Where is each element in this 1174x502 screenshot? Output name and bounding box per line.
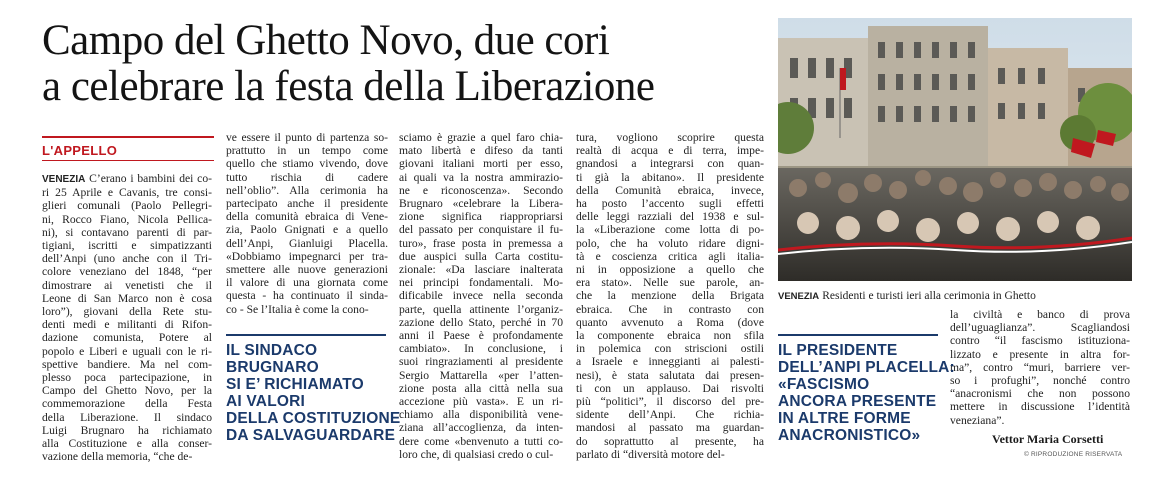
text-line: ne e riconoscenza». Secondo	[399, 183, 563, 197]
text-line: polo, che ha voluto ridare digni-	[576, 236, 764, 250]
text-line: dell’uguaglianza”. Scagliandosi	[950, 321, 1130, 335]
text-line: smettere alle nuove generazioni	[226, 263, 388, 277]
callout-rule	[226, 334, 386, 336]
text-line: parte, quella attinente l’organiz-	[399, 302, 563, 316]
author-byline: Vettor Maria Corsetti	[992, 432, 1104, 446]
text-line: nesi), è stata salutata dai presen-	[576, 368, 764, 382]
text-line: co - Se l’Italia è come la cono-	[226, 302, 369, 316]
text-line: tigiani, iscritti e simpatizzanti	[42, 239, 212, 253]
text-line: tutto rischia di cadere	[226, 170, 388, 184]
text-line: della Liberazione. Il sindaco	[42, 410, 212, 424]
text-line: so i profughi”, nonché contro	[950, 374, 1130, 388]
dateline: VENEZIA	[42, 174, 86, 185]
text-line: in polemica con striscioni ostili	[576, 342, 764, 356]
text-line: ti con un applauso. Dai risvolti	[576, 381, 764, 395]
text-line: colore veneziano del 1848, “per	[42, 265, 212, 279]
copyright-notice: © RIPRODUZIONE RISERVATA	[1024, 451, 1123, 458]
text-line: ti già la abitano». Il presidente	[576, 170, 764, 184]
text-line: ni in opposizione a quello che	[576, 263, 764, 277]
text-line: ni, Rocco Fiano, Nicola Pellica-	[42, 212, 212, 226]
text-line: spettive bandiere. Ma nel com-	[42, 357, 212, 371]
text-line: ebraica. Che in contrasto con	[576, 302, 764, 316]
text-line: il valore di una giornata come	[226, 276, 388, 290]
text-line: “anacronismi che non possono	[950, 387, 1130, 401]
text-line-rest: C’erano i bambini dei co-	[89, 172, 212, 185]
article-column-4	[576, 131, 764, 461]
text-line: mandosi al passato ma guardan-	[576, 421, 764, 435]
text-line: giovani italiani morti per esso,	[399, 157, 563, 171]
text-line: nei principi fondamentali. Mo-	[399, 276, 563, 290]
text-line: do soprattutto al presente, ha	[576, 434, 764, 448]
text-line: nell’oblio”. Alla cerimonia ha	[226, 183, 388, 197]
text-line: ve essere il punto di partenza so-	[226, 131, 388, 144]
text-line: denti medi e militanti di Rifon-	[42, 318, 212, 332]
text-line: realtà di acqua e di terra, impe-	[576, 144, 764, 158]
text-line: Luigi Brugnaro ha richiamato	[42, 423, 212, 437]
text-line: «Dobbiamo impegnarci per tra-	[226, 249, 388, 263]
text-line: dell’Anpi, Gianluigi Placella.	[226, 236, 388, 250]
text-line: cambiato». In conclusione, i	[399, 342, 563, 356]
headline-line: Campo del Ghetto Novo, due cori	[42, 17, 610, 64]
callout-line: IL PRESIDENTE	[778, 342, 898, 359]
caption-place: VENEZIA	[778, 291, 820, 302]
article-column-1	[42, 172, 212, 463]
kicker-top-rule	[42, 136, 214, 138]
text-line: zione posta alla città nella sua	[399, 381, 563, 395]
text-line: la civiltà e banco di prova	[950, 308, 1130, 321]
text-line: tura, vogliono scoprire questa	[576, 131, 764, 144]
text-line: dimostrare ai venetisti che il	[42, 278, 212, 292]
text-line: ma”, contro “muri, barriere ver-	[950, 360, 1130, 374]
text-line: loro che, di qualsiasi credo o cul-	[399, 447, 554, 461]
text-line: contro “il fascismo istituziona-	[950, 334, 1130, 348]
text-line: che la menzione della Brigata	[576, 289, 764, 303]
text-line: commemorazione della Festa	[42, 397, 212, 411]
article-column-2	[226, 131, 388, 316]
text-line: anni il Paese è profondamente	[399, 329, 563, 343]
text-line: partecipato anche il presidente	[226, 197, 388, 211]
text-line: ziana all’accoglienza, da inten-	[399, 421, 563, 435]
text-line: suoi ringraziamenti al presidente	[399, 355, 563, 369]
callout-line: ANACRONISTICO»	[778, 427, 921, 444]
text-line: due auspici sulla Carta costitu-	[399, 249, 563, 263]
text-line: questa - ha continuato il sinda-	[226, 289, 388, 303]
text-line: ni), si contavano parenti di par-	[42, 225, 212, 239]
text-line: turo», frase posta in premessa a	[399, 236, 563, 250]
text-line: zione significa riappropriarsi	[399, 210, 563, 224]
text-line: popolo e Liberi e uguali con le ri-	[42, 344, 212, 358]
callout-line: BRUGNARO	[226, 359, 319, 376]
pull-quote-mayor	[226, 342, 400, 444]
text-line: del passato per conquistare il fu-	[399, 223, 563, 237]
text-line: mettere in discussione l’identità	[950, 400, 1130, 414]
caption-text: Residenti e turisti ieri alla cerimonia in Ghetto	[822, 290, 1036, 302]
text-line: prattutto in un tempo come	[226, 144, 388, 158]
text-line: dazione comunista, Potere al	[42, 331, 212, 345]
callout-line: DA SALVAGUARDARE	[226, 427, 396, 444]
text-line: ri 25 Aprile e Cavanis, tre consi-	[42, 186, 212, 200]
text-line: dell’Anpi (uno anche con il Tri-	[42, 252, 212, 266]
article-photo	[778, 18, 1132, 281]
article-column-3	[399, 131, 563, 461]
text-line: della comunità ebraica di Vene-	[226, 210, 388, 224]
text-line: sidente dell’Anpi. Che richia-	[576, 408, 764, 422]
text-line: a Israele e inneggianti ai palesti-	[576, 355, 764, 369]
article-column-5	[950, 308, 1130, 427]
text-line: dere come «benvenuto a tutti co-	[399, 434, 563, 448]
callout-rule	[778, 334, 938, 336]
text-line: quello che stiamo vivendo, dove	[226, 157, 388, 171]
callout-line: AI VALORI	[226, 393, 306, 410]
text-line: della Comunità ebraica, invece,	[576, 183, 764, 197]
text-line: Brugnaro «celebrare la Libera-	[399, 197, 563, 211]
photo-caption	[778, 290, 1138, 302]
text-line: sciamo è grazie a quel faro chia-	[399, 131, 563, 144]
text-line: dificabile invece nella seconda	[399, 289, 563, 303]
text-line: zionale: «Da lasciare inalterata	[399, 263, 563, 277]
text-line: Campo del Ghetto Novo, per la	[42, 384, 212, 398]
callout-line: SI E’ RICHIAMATO	[226, 376, 364, 393]
text-line: delle leggi razziali del 1938 e sul-	[576, 210, 764, 224]
callout-line: «FASCISMO	[778, 376, 870, 393]
text-line: la «Liberazione come lotta di po-	[576, 223, 764, 237]
text-line: ha posto l’accento sugli effetti	[576, 197, 764, 211]
text-line: Leone di San Marco non è cosa	[42, 291, 212, 305]
text-line: più “politici”, il discorso del pre-	[576, 395, 764, 409]
callout-line: DELL’ANPI PLACELLA:	[778, 359, 955, 376]
text-line: zia, Paolo Gnignati e a quello	[226, 223, 388, 237]
callout-line: IN ALTRE FORME	[778, 410, 911, 427]
text-line: veneziana”.	[950, 413, 1005, 427]
headline-line: a celebrare la festa della Liberazione	[42, 63, 655, 110]
kicker-bottom-rule	[42, 160, 214, 161]
text-line: Sergio Mattarella «per l’atten-	[399, 368, 563, 382]
text-line: quanto avvenuto a Roma (dove	[576, 315, 764, 329]
text-line: ai quali va la nostra ammirazio-	[399, 170, 563, 184]
text-line: glieri comunali (Paolo Pellegri-	[42, 199, 212, 213]
callout-line: DELLA COSTITUZIONE	[226, 410, 401, 427]
text-line: mato libertà e difeso da tanti	[399, 144, 563, 158]
article-headline	[42, 18, 762, 110]
text-line: tà e coscienza critica agli italia-	[576, 249, 764, 263]
text-line: plesso poca partecipazione, in	[42, 371, 212, 385]
text-line: accezione più vasta». E un ri-	[399, 395, 563, 409]
text-line: vazione della memoria, “che de-	[42, 450, 193, 464]
text-line: alla Costituzione e alla conser-	[42, 437, 212, 451]
callout-line: ANCORA PRESENTE	[778, 393, 937, 410]
text-line: chiamo alla disponibilità vene-	[399, 408, 563, 422]
text-line: loro”), giovani della Rete stu-	[42, 305, 212, 319]
callout-line: IL SINDACO	[226, 342, 318, 359]
text-line	[42, 172, 212, 186]
text-line: la componente ebraica non sfila	[576, 329, 764, 343]
text-line: zazione dello Stato, perché in 70	[399, 315, 563, 329]
text-line: parlato di “diversità motore del-	[576, 447, 725, 461]
text-line: era stato». Nelle sue parole, an-	[576, 276, 764, 290]
pull-quote-anpi	[778, 342, 955, 444]
text-line: gnandosi a integrarsi con quan-	[576, 157, 764, 171]
text-line: lizzato e presente in altra for-	[950, 347, 1130, 361]
section-kicker: L'APPELLO	[42, 143, 118, 158]
